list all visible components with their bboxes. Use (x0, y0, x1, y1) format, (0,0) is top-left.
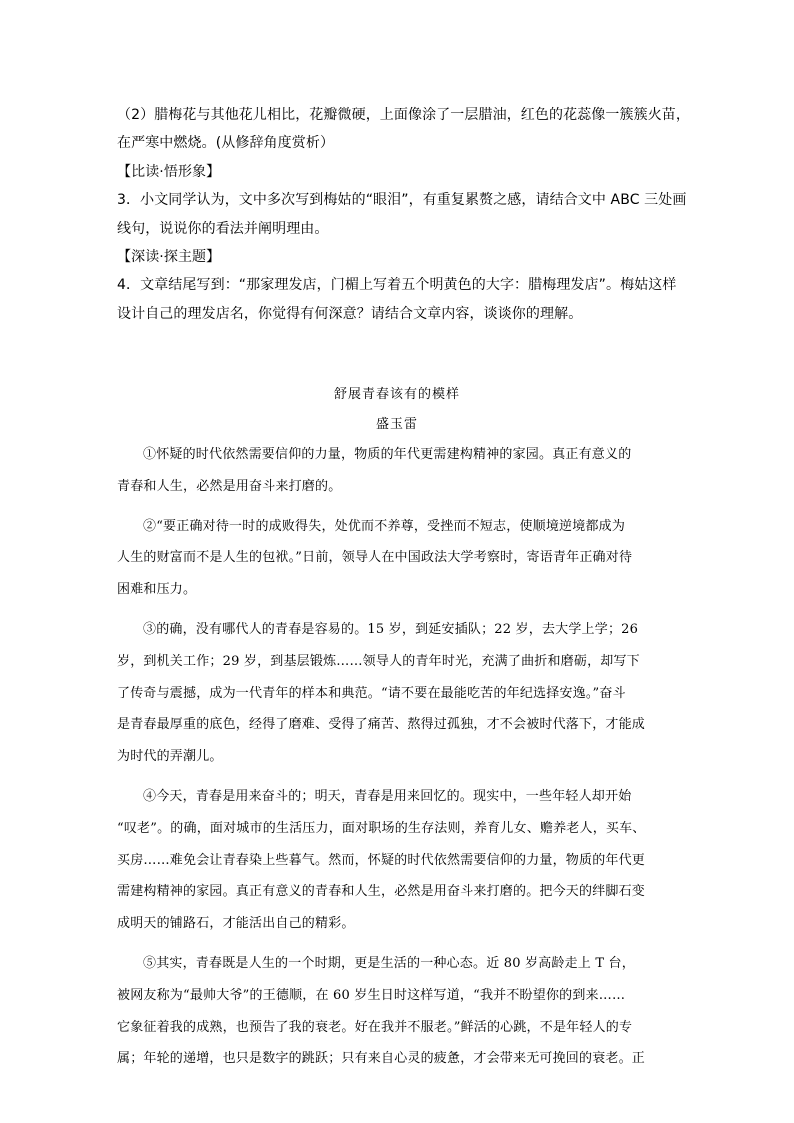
paragraph-line: ②“要正确对待一时的成败得失，处优而不养尊，受挫而不短志，使顺境逆境都成为 (143, 518, 626, 534)
question-2-line-2: 在严寒中燃烧。(从修辞角度赏析） (117, 135, 335, 152)
paragraph-5 (117, 952, 682, 1079)
paragraph-line: ③的确，没有哪代人的青春是容易的。15 岁，到延安插队；22 岁，去大学上学；26 (143, 621, 639, 637)
paragraph-line: 它象征着我的成熟，也预告了我的衰老。好在我并不服老。”鲜活的心跳，不是年轻人的专 (117, 1019, 633, 1035)
paragraph-line: 属；年轮的递增，也只是数字的跳跃；只有来自心灵的疲惫，才会带来无可挽回的衰老。正 (117, 1051, 646, 1067)
paragraph-4 (117, 785, 682, 944)
section-heading-shendu: 【深读·探主题】 (117, 249, 221, 266)
paragraph-line: “叹老”。的确，面对城市的生活压力，面对职场的生存法则，养育儿女、赡养老人，买车、 (117, 820, 646, 836)
paragraph-line: 买房……难免会让青春染上些暮气。然而，怀疑的时代依然需要信仰的力量，物质的年代更 (117, 852, 646, 868)
section-heading-bidu: 【比读·悟形象】 (117, 163, 221, 180)
question-3-line-1: 3．小文同学认为，文中多次写到梅姑的“眼泪”，有重复累赘之感，请结合文中 ABC 三处画 (117, 192, 687, 209)
paragraph-line: ⑤其实，青春既是人生的一个时期，更是生活的一种心态。近 80 岁高龄走上 T 台， (143, 955, 635, 971)
question-4-line-1: 4．文章结尾写到：“那家理发店，门楣上写着五个明黄色的大字：腊梅理发店”。梅姑这样 (117, 277, 677, 294)
article-title: 舒展青春该有的模样 (333, 387, 460, 402)
paragraph-line: 需建构精神的家园。真正有意义的青春和人生，必然是用奋斗来打磨的。把今天的绊脚石变 (117, 884, 646, 900)
question-2-line-1: （2）腊梅花与其他花儿相比，花瓣微硬，上面像涂了一层腊油，红色的花蕊像一簇簇火苗， (117, 107, 691, 123)
paragraph-line: 青春和人生，必然是用奋斗来打磨的。 (117, 478, 342, 494)
paragraph-line: ①怀疑的时代依然需要信仰的力量，物质的年代更需建构精神的家园。真正有意义的 (143, 447, 632, 462)
paragraph-3 (117, 618, 682, 777)
question-3-line-2: 线句，说说你的看法并阐明理由。 (117, 220, 329, 237)
paragraph-line: 成明天的铺路石，才能活出自己的精彩。 (117, 916, 355, 932)
paragraph-line: 是青春最厚重的底色，经得了磨难、受得了痛苦、熬得过孤独，才不会被时代落下，才能成 (117, 717, 646, 733)
paragraph-1 (117, 443, 682, 507)
paragraph-line: 困难和压力。 (117, 582, 197, 598)
paragraph-line: 被网友称为“最帅大爷”的王德顺，在 60 岁生日时这样写道，“我并不盼望你的到来…… (117, 987, 626, 1003)
question-block (117, 101, 691, 328)
question-4-line-2: 设计自己的理发店名，你觉得有何深意？请结合文章内容，谈谈你的理解。 (117, 305, 583, 322)
paragraph-line: ④今天，青春是用来奋斗的；明天，青春是用来回忆的。现实中，一些年轻人却开始 (143, 788, 632, 804)
paragraph-line: 岁，到机关工作；29 岁，到基层锻炼……领导人的青年时光，充满了曲折和磨砺，却写下 (117, 653, 640, 669)
paragraph-line: 了传奇与震撼，成为一代青年的样本和典范。“请不要在最能吃苦的年纪选择安逸。”奋斗 (117, 685, 626, 701)
paragraph-2 (117, 515, 682, 610)
article-author: 盛玉雷 (375, 417, 418, 432)
paragraph-line: 为时代的弄潮儿。 (117, 749, 223, 765)
paragraph-line: 人生的财富而不是人生的包袱。”日前，领导人在中国政法大学考察时，寄语青年正确对待 (117, 550, 633, 566)
article-body (117, 443, 682, 1079)
